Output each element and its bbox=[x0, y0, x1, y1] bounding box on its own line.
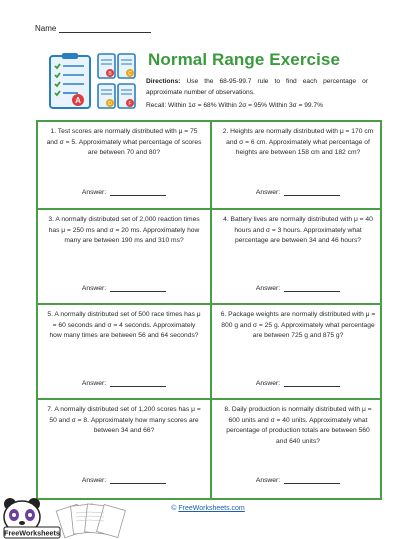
directions-text: Use the 68-95-99.7 rule to find each percentage or approximate number of observations. bbox=[146, 78, 368, 96]
problem-2 bbox=[212, 122, 384, 208]
problem-3 bbox=[38, 210, 210, 305]
answer-row bbox=[212, 284, 384, 292]
page-title: Normal Range Exercise bbox=[148, 50, 341, 69]
answer-label: Answer: bbox=[81, 380, 107, 387]
answer-field[interactable] bbox=[110, 476, 166, 484]
svg-text:D: D bbox=[108, 101, 112, 107]
answer-label: Answer: bbox=[255, 477, 281, 484]
answer-label: Answer: bbox=[81, 477, 107, 484]
freeworksheets-logo bbox=[0, 487, 140, 539]
svg-text:C: C bbox=[128, 71, 132, 77]
answer-row bbox=[212, 379, 384, 387]
answer-field[interactable] bbox=[284, 188, 340, 196]
problem-5 bbox=[38, 305, 210, 400]
recall-text: Recall: Within 1σ = 68% Within 2σ = 95% Within 3σ = 99.7% bbox=[146, 102, 323, 109]
answer-row bbox=[212, 476, 384, 484]
problem-text: 5. A normally distributed set of 500 race times has μ = 60 seconds and σ = 4 seconds. Approximately how many times are between 56 and 64 seconds? bbox=[47, 311, 201, 340]
answer-label: Answer: bbox=[81, 189, 107, 196]
answer-row bbox=[212, 188, 384, 196]
problem-text: 3. A normally distributed set of 2,000 reaction times has μ = 250 ms and σ = 20 ms. Approximately how many are between 190 ms and 310 ms? bbox=[48, 216, 200, 245]
problem-text: 7. A normally distributed set of 1,200 scores has μ = 50 and σ = 8. Approximately how many scores are between 34 and 66? bbox=[47, 406, 201, 435]
problem-text: 8. Daily production is normally distributed with μ = 600 units and σ = 40 units. Approximately what percentage of production totals are between 560 and 640 units? bbox=[224, 406, 372, 445]
answer-label: Answer: bbox=[255, 285, 281, 292]
problem-7 bbox=[38, 400, 210, 498]
copyright-symbol: © bbox=[171, 505, 177, 512]
svg-text:F: F bbox=[128, 101, 132, 107]
name-label: Name bbox=[35, 24, 57, 33]
answer-field[interactable] bbox=[110, 188, 166, 196]
directions bbox=[146, 77, 368, 98]
problem-text: 6. Package weights are normally distributed with μ = 800 g and σ = 25 g. Approximately what percentage are between 725 g and 875 g? bbox=[220, 311, 376, 340]
problem-1 bbox=[38, 122, 210, 208]
directions-label: Directions: bbox=[146, 78, 181, 85]
problem-8 bbox=[212, 400, 384, 498]
answer-label: Answer: bbox=[81, 285, 107, 292]
problem-text: 1. Test scores are normally distributed with μ = 75 and σ = 5. Approximately what percentage of scores are between 70 and 80? bbox=[46, 128, 202, 157]
answer-field[interactable] bbox=[284, 284, 340, 292]
answer-row bbox=[38, 284, 210, 292]
problem-6 bbox=[212, 305, 384, 400]
answer-label: Answer: bbox=[255, 380, 281, 387]
svg-text:B: B bbox=[108, 71, 112, 77]
site-link[interactable]: FreeWorksheets.com bbox=[178, 505, 245, 512]
clipboard-checklist-icon bbox=[48, 52, 138, 112]
answer-row bbox=[38, 188, 210, 196]
answer-field[interactable] bbox=[110, 284, 166, 292]
problem-grid bbox=[36, 120, 382, 500]
problem-4 bbox=[212, 210, 384, 305]
answer-label: Answer: bbox=[255, 189, 281, 196]
answer-field[interactable] bbox=[284, 476, 340, 484]
svg-text:A: A bbox=[75, 96, 81, 105]
name-row bbox=[35, 24, 151, 33]
answer-row bbox=[38, 476, 210, 484]
logo-text: FreeWorksheets bbox=[4, 528, 60, 538]
answer-field[interactable] bbox=[284, 379, 340, 387]
footer-link-row bbox=[0, 505, 416, 512]
answer-field[interactable] bbox=[110, 379, 166, 387]
answer-row bbox=[38, 379, 210, 387]
problem-text: 4. Battery lives are normally distributed with μ = 40 hours and σ = 3 hours. Approximately what percentage are between 34 and 46 hours? bbox=[223, 216, 373, 245]
name-field[interactable] bbox=[59, 24, 151, 33]
problem-text: 2. Heights are normally distributed with μ = 170 cm and σ = 6 cm. Approximately what percentage of heights are between 158 cm and 182 cm? bbox=[222, 128, 374, 157]
